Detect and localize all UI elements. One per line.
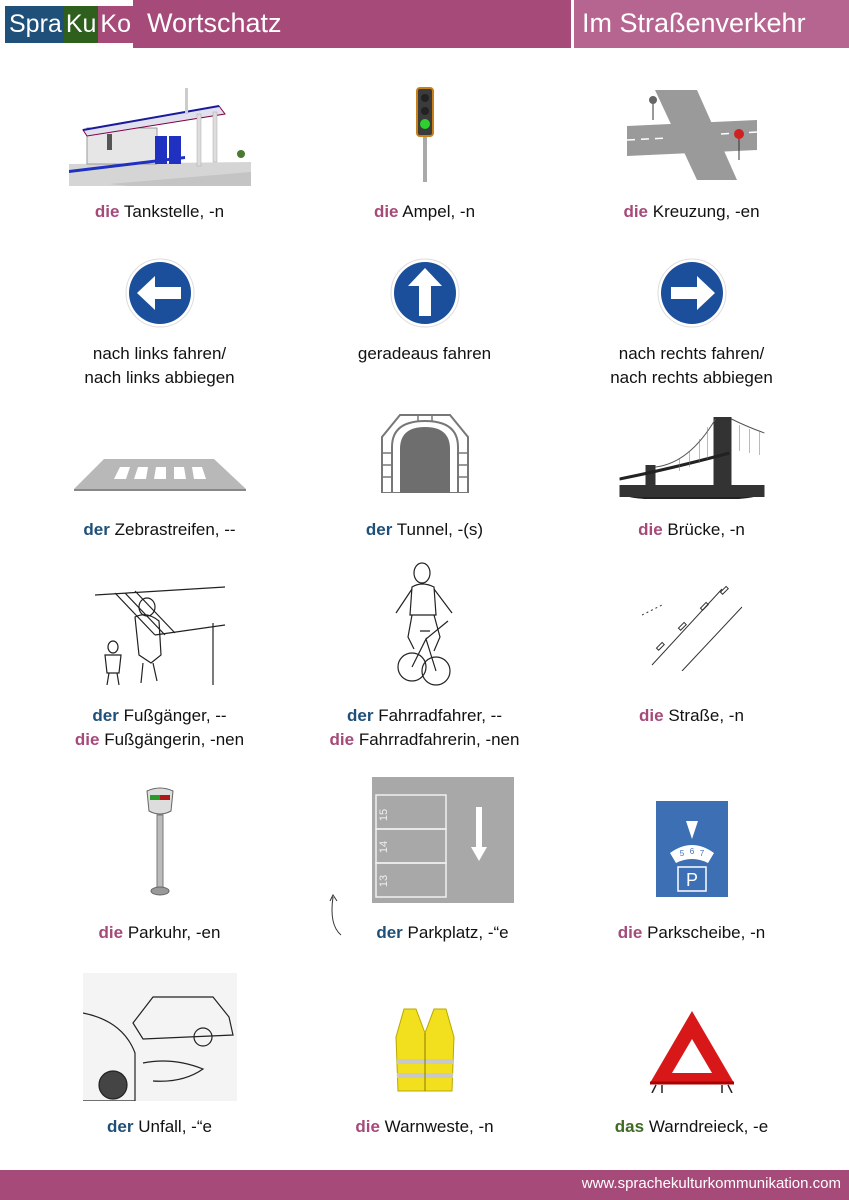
- footer: [0, 1170, 849, 1200]
- street-image: [642, 585, 742, 671]
- word: nach links abbiegen: [84, 368, 235, 387]
- word: nach rechts abbiegen: [610, 368, 773, 387]
- parking-disc-image: [656, 801, 728, 897]
- bridge-image: [619, 413, 764, 499]
- article: der: [83, 520, 110, 539]
- vocab-label: [18, 518, 301, 542]
- vocab-card: [550, 555, 833, 755]
- vocab-label: [283, 200, 566, 224]
- pedestrian-image: [95, 585, 225, 685]
- vocab-label: [550, 1115, 833, 1139]
- word: Fahrradfahrerin, -nen: [358, 730, 520, 749]
- word: Straße, -n: [668, 706, 744, 725]
- article: die: [623, 202, 649, 221]
- vocab-card: [283, 775, 566, 950]
- word: Warnweste, -n: [384, 1117, 494, 1136]
- vocab-card: [283, 405, 566, 545]
- word: geradeaus fahren: [357, 344, 492, 363]
- article: die: [329, 730, 355, 749]
- vocab-card: [550, 775, 833, 950]
- word: Brücke, -n: [667, 520, 745, 539]
- svg-text:15: 15: [377, 808, 390, 822]
- word: Parkplatz, -“e: [407, 923, 509, 942]
- article: die: [74, 730, 100, 749]
- straight-ahead-sign: [390, 258, 460, 328]
- vocab-label: [18, 200, 301, 224]
- vocab-card: [283, 555, 566, 755]
- vocab-label: [18, 704, 301, 752]
- vocab-card: [283, 255, 566, 405]
- word: Warndreieck, -e: [648, 1117, 769, 1136]
- tunnel-image: [380, 407, 470, 493]
- word: Tunnel, -(s): [396, 520, 484, 539]
- article: die: [94, 202, 120, 221]
- vocab-card: [18, 405, 301, 545]
- word: Tankstelle, -n: [123, 202, 225, 221]
- word: Unfall, -“e: [138, 1117, 212, 1136]
- parking-space-image: [372, 777, 514, 903]
- header: [0, 0, 849, 48]
- gas-station-image: [69, 84, 251, 186]
- word: Fahrradfahrer, --: [378, 706, 502, 725]
- word: Kreuzung, -en: [652, 202, 760, 221]
- article: der: [376, 923, 403, 942]
- turn-right-sign: [657, 258, 727, 328]
- turn-left-sign: [125, 258, 195, 328]
- word: Ampel, -n: [402, 202, 476, 221]
- vocab-label: [550, 342, 833, 390]
- svg-text:7: 7: [699, 849, 704, 858]
- word: Parkuhr, -en: [127, 923, 221, 942]
- article: der: [92, 706, 119, 725]
- logo-part-spra: Spra: [5, 6, 64, 43]
- article: die: [355, 1117, 380, 1136]
- vocab-label: [283, 704, 566, 752]
- svg-text:5: 5: [679, 849, 684, 858]
- section-title: Wortschatz: [147, 8, 282, 38]
- word: Parkscheibe, -n: [647, 923, 766, 942]
- vocab-label: [283, 518, 566, 542]
- vocab-card: [550, 965, 833, 1145]
- topic-title: Im Straßenverkehr: [582, 8, 806, 38]
- vocab-label: [283, 1115, 566, 1139]
- intersection-image: [627, 90, 757, 180]
- logo: [5, 6, 134, 43]
- vocab-label: [18, 1115, 301, 1139]
- vocab-card: [550, 405, 833, 545]
- article: die: [373, 202, 399, 221]
- vocab-card: [18, 555, 301, 755]
- vocab-card: [550, 80, 833, 230]
- word: Zebrastreifen, --: [114, 520, 236, 539]
- vocab-label: [283, 342, 566, 366]
- svg-text:14: 14: [377, 840, 390, 854]
- logo-part-ku: Ku: [64, 6, 99, 43]
- article: die: [617, 923, 643, 942]
- topic-title-bar: [574, 0, 849, 48]
- word: Fußgängerin, -nen: [104, 730, 245, 749]
- website-link[interactable]: www.sprachekulturkommunikation.com: [581, 1175, 841, 1192]
- article: die: [98, 923, 124, 942]
- vocab-card: [18, 80, 301, 230]
- cyclist-image: [390, 559, 460, 687]
- traffic-light-image: [415, 86, 435, 182]
- word: Fußgänger, --: [123, 706, 227, 725]
- vocab-label: [550, 704, 833, 728]
- vocab-card: [18, 255, 301, 405]
- warning-triangle-image: [648, 1009, 736, 1093]
- vocab-label: [550, 200, 833, 224]
- article: der: [347, 706, 374, 725]
- vocab-card: [283, 965, 566, 1145]
- crosswalk-image: [74, 455, 246, 495]
- vocab-card: [550, 255, 833, 405]
- vocab-label: [301, 921, 584, 945]
- word: nach rechts fahren/: [618, 344, 765, 363]
- article: das: [614, 1117, 645, 1136]
- safety-vest-image: [394, 1007, 456, 1093]
- word: nach links fahren/: [92, 344, 227, 363]
- vocab-card: [18, 965, 301, 1145]
- svg-text:6: 6: [689, 847, 694, 856]
- vocab-label: [18, 921, 301, 945]
- vocab-label: [550, 518, 833, 542]
- article: der: [107, 1117, 134, 1136]
- vocab-card: [18, 775, 301, 950]
- accident-image: [83, 973, 237, 1101]
- article: die: [639, 706, 664, 725]
- vocab-label: [550, 921, 833, 945]
- svg-text:13: 13: [377, 874, 390, 888]
- vocab-label: [18, 342, 301, 390]
- article: die: [638, 520, 663, 539]
- article: der: [365, 520, 393, 539]
- parking-meter-image: [143, 785, 177, 897]
- vocab-card: [283, 80, 566, 230]
- svg-text:P: P: [685, 870, 698, 890]
- section-title-bar: [133, 0, 571, 48]
- logo-part-ko: Ko: [98, 6, 134, 43]
